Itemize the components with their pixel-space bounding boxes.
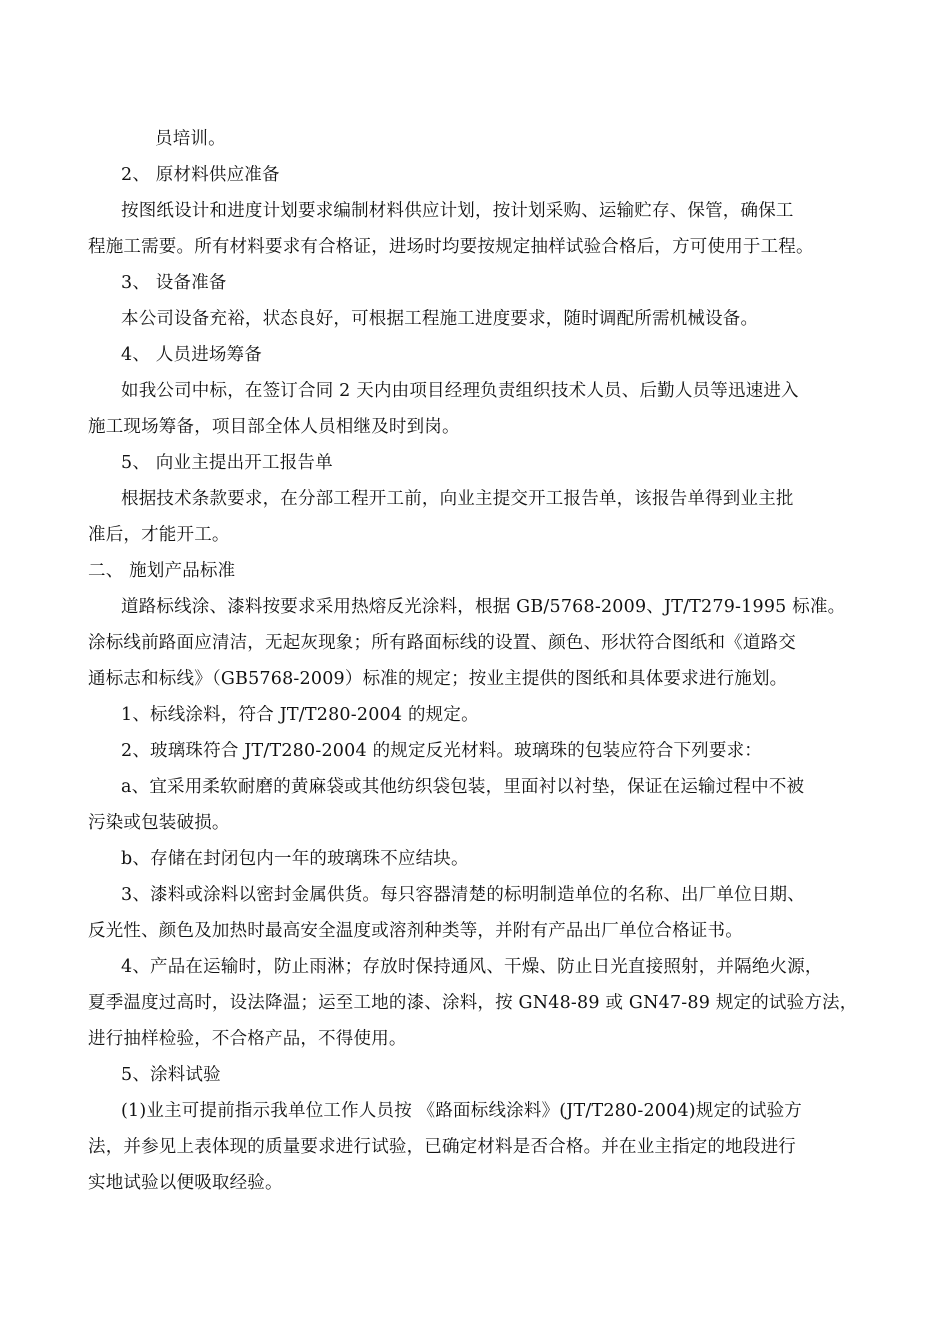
list-item-a: a、宜采用柔软耐磨的黄麻袋或其他纺织袋包装，里面衬以衬垫，保证在运输过程中不被 [121, 777, 805, 797]
text-line-4: 程施工需要。所有材料要求有合格证，进场时均要按规定抽样试验合格后，方可使用于工程。 [88, 237, 814, 257]
text-line-29: 法，并参见上表体现的质量要求进行试验，已确定材料是否合格。并在业主指定的地段进行 [88, 1137, 796, 1157]
heading-personnel-prep: 4、 人员进场筹备 [121, 345, 262, 365]
heading-start-report: 5、 向业主提出开工报告单 [121, 453, 333, 473]
text-line-25: 夏季温度过高时，设法降温；运至工地的漆、涂料，按 GN48-89 或 GN47-89 规定的试验方法， [88, 993, 858, 1013]
text-line-3: 按图纸设计和进度计划要求编制材料供应计划，按计划采购、运输贮存、保管，确保工 [121, 201, 794, 221]
list-item-1: 1、标线涂料，符合 JT/T280-2004 的规定。 [121, 705, 479, 725]
text-line-1: 员培训。 [155, 129, 226, 149]
text-line-30: 实地试验以便吸取经验。 [88, 1173, 283, 1193]
section-heading-product-standards: 二、 施划产品标准 [88, 561, 236, 581]
list-item-2: 2、玻璃珠符合 JT/T280-2004 的规定反光材料。玻璃珠的包装应符合下列要求： [121, 741, 762, 761]
text-line-11: 根据技术条款要求，在分部工程开工前，向业主提交开工报告单，该报告单得到业主批 [121, 489, 794, 509]
text-line-12: 准后，才能开工。 [88, 525, 230, 545]
text-line-6: 本公司设备充裕，状态良好，可根据工程施工进度要求，随时调配所需机械设备。 [121, 309, 759, 329]
list-item-3: 3、漆料或涂料以密封金属供货。每只容器清楚的标明制造单位的名称、出厂单位日期、 [121, 885, 805, 905]
list-item-5: 5、涂料试验 [121, 1065, 221, 1085]
text-line-14: 道路标线涂、漆料按要求采用热熔反光涂料，根据 GB/5768-2009、JT/T279-1995 标准。 [121, 597, 846, 617]
text-line-8: 如我公司中标，在签订合同 2 天内由项目经理负责组织技术人员、后勤人员等迅速进入 [121, 381, 799, 401]
text-line-16: 通标志和标线》（GB5768-2009）标准的规定；按业主提供的图纸和具体要求进行施划。 [88, 669, 788, 689]
heading-raw-material-prep: 2、 原材料供应准备 [121, 165, 280, 185]
text-line-9: 施工现场筹备，项目部全体人员相继及时到岗。 [88, 417, 460, 437]
text-line-23: 反光性、颜色及加热时最高安全温度或溶剂种类等，并附有产品出厂单位合格证书。 [88, 921, 743, 941]
list-item-5-1: (1)业主可提前指示我单位工作人员按 《路面标线涂料》(JT/T280-2004)规定的试验方 [121, 1101, 803, 1121]
heading-equipment-prep: 3、 设备准备 [121, 273, 227, 293]
list-item-4: 4、产品在运输时，防止雨淋；存放时保持通风、干燥、防止日光直接照射，并隔绝火源， [121, 957, 823, 977]
text-line-20: 污染或包装破损。 [88, 813, 230, 833]
text-line-26: 进行抽样检验，不合格产品，不得使用。 [88, 1029, 407, 1049]
list-item-b: b、存储在封闭包内一年的玻璃珠不应结块。 [121, 849, 469, 869]
text-line-15: 涂标线前路面应清洁，无起灰现象；所有路面标线的设置、颜色、形状符合图纸和《道路交 [88, 633, 796, 653]
